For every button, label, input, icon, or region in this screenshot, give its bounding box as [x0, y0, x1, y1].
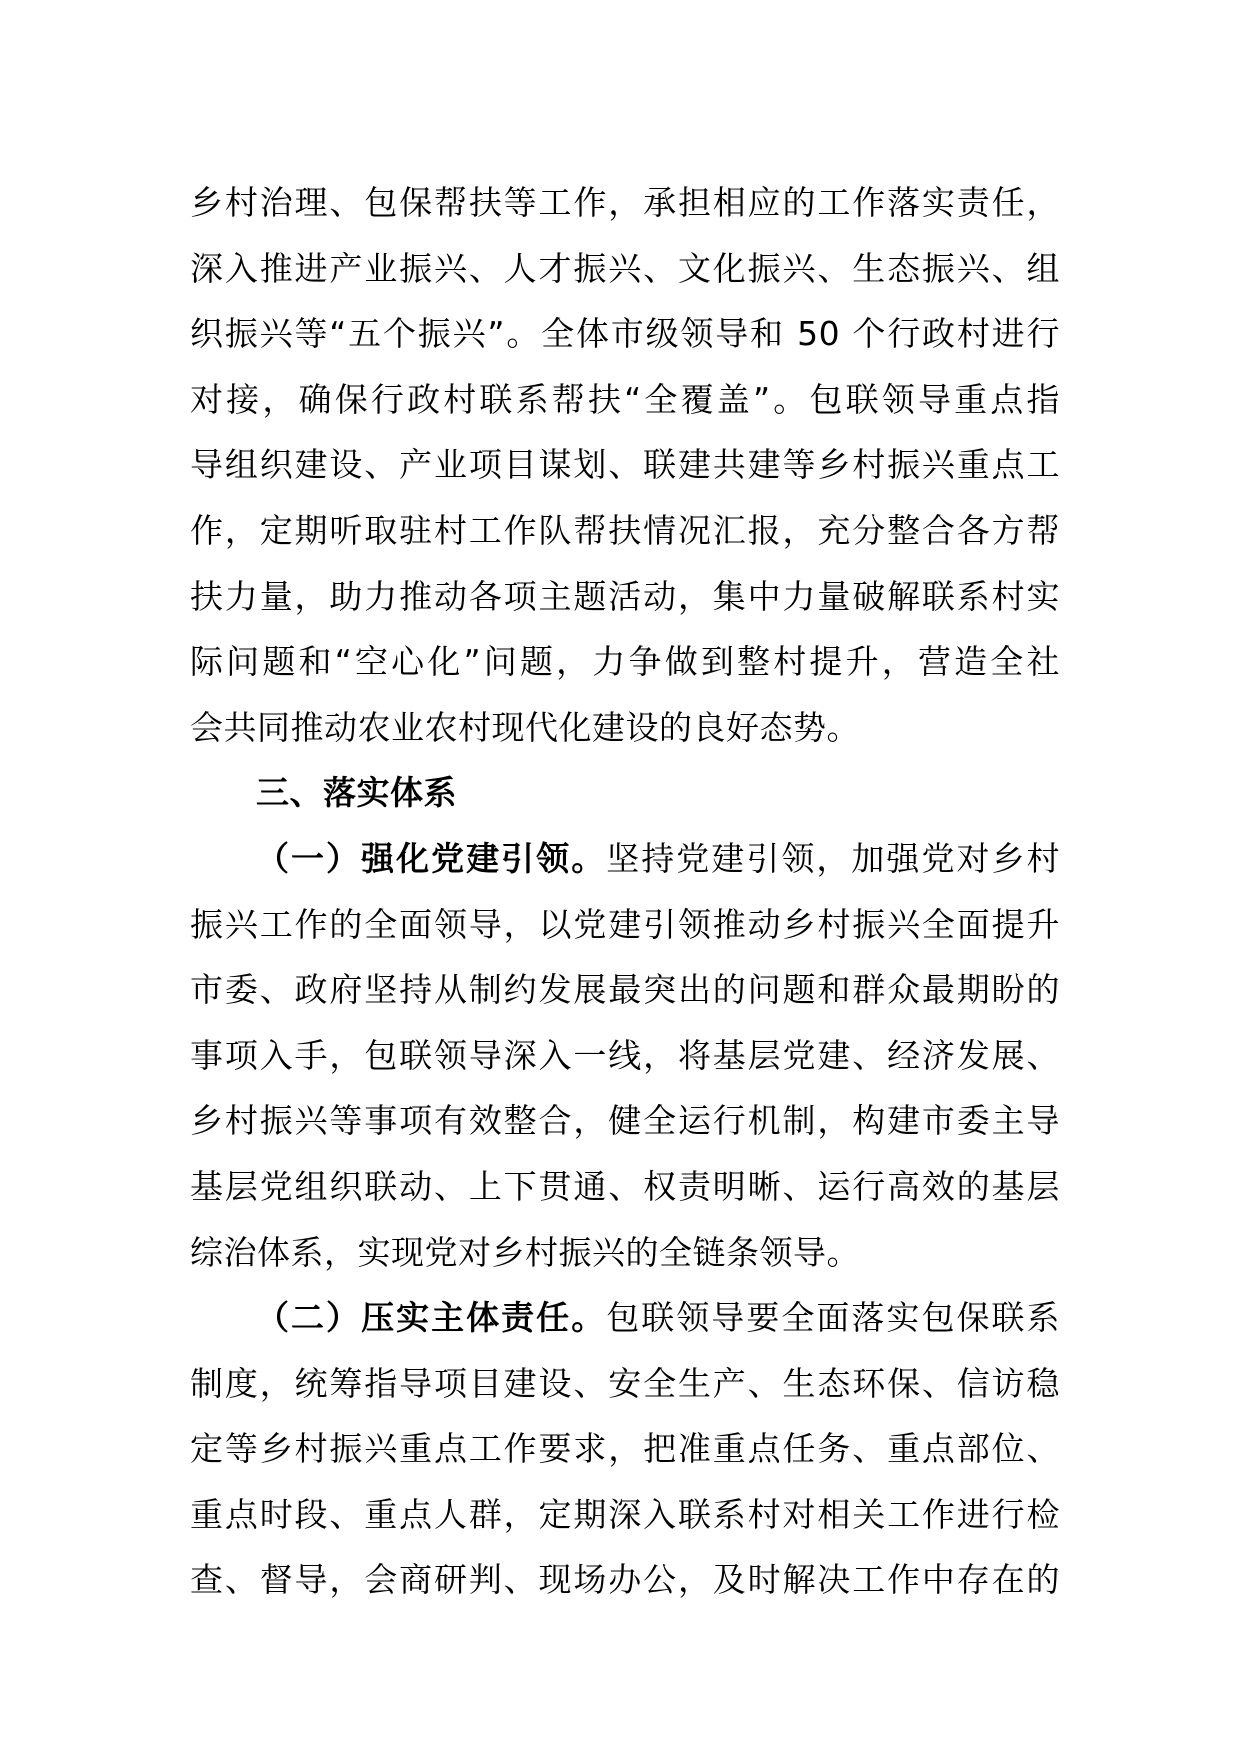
- subsection-title: （一）强化党建引领。: [256, 838, 607, 878]
- text-line: 际问题和“空心化”问题，力争做到整村提升，营造全社: [190, 642, 1060, 682]
- text-line: 制度，统筹指导项目建设、安全生产、生态环保、信访稳: [190, 1363, 1060, 1403]
- subsection-first-line: [190, 1285, 1060, 1351]
- text-line: 扶力量，助力推动各项主题活动，集中力量破解联系村实: [190, 576, 1060, 616]
- text-line: 综治体系，实现党对乡村振兴的全链条领导。: [190, 1232, 860, 1272]
- text-line: 市委、政府坚持从制约发展最突出的问题和群众最期盼的: [190, 970, 1060, 1010]
- text-line: 导组织建设、产业项目谋划、联建共建等乡村振兴重点工: [190, 445, 1060, 485]
- text-line: 深入推进产业振兴、人才振兴、文化振兴、生态振兴、组: [190, 248, 1060, 288]
- text-line: 基层党组织联动、上下贯通、权责明晰、运行高效的基层: [190, 1166, 1060, 1206]
- text-line: 织振兴等“五个振兴”。全体市级领导和 50 个行政村进行: [190, 314, 1060, 354]
- text-line: 乡村治理、包保帮扶等工作，承担相应的工作落实责任，: [190, 183, 1060, 222]
- text-line: 重点时段、重点人群，定期深入联系村对相关工作进行检: [190, 1494, 1060, 1534]
- text-span: 坚持党建引领，加强党对乡村: [606, 838, 1061, 878]
- text-line: 会共同推动农业农村现代化建设的良好态势。: [190, 707, 860, 747]
- subsection-first-line: [190, 826, 1060, 892]
- text-line: 乡村振兴等事项有效整合，健全运行机制，构建市委主导: [190, 1101, 1060, 1141]
- text-line: 查、督导，会商研判、现场办公，及时解决工作中存在的: [190, 1560, 1060, 1600]
- subsection-title: （二）压实主体责任。: [256, 1298, 607, 1338]
- text-line: 事项入手，包联领导深入一线，将基层党建、经济发展、: [190, 1035, 1060, 1075]
- text-line: 对接，确保行政村联系帮扶“全覆盖”。包联领导重点指: [190, 379, 1060, 419]
- section-heading: 三、落实体系: [256, 773, 457, 813]
- text-line: 作，定期听取驻村工作队帮扶情况汇报，充分整合各方帮: [190, 510, 1060, 550]
- document-page: [190, 170, 1060, 1613]
- text-line: 振兴工作的全面领导，以党建引领推动乡村振兴全面提升: [190, 904, 1060, 944]
- text-line: 定等乡村振兴重点工作要求，把准重点任务、重点部位、: [190, 1429, 1060, 1469]
- text-span: 包联领导要全面落实包保联系: [606, 1298, 1061, 1338]
